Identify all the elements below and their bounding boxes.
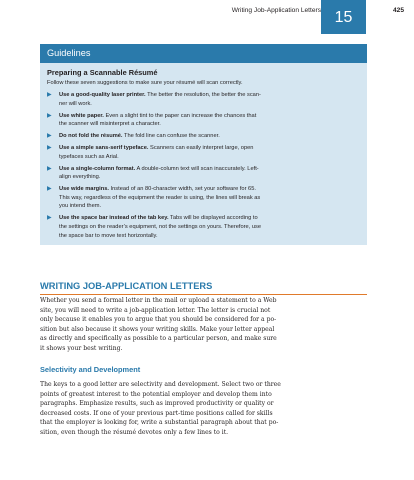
guideline-item-text: align everything. (59, 174, 101, 181)
guideline-item-lead: Use a good-quality laser printer. (59, 92, 146, 98)
paragraph-line: decreased costs. If one of your previous part-time positions called for skills (40, 409, 273, 417)
guideline-item-lead: Use white paper. (59, 112, 104, 119)
guideline-item-text: you intend them. (59, 203, 102, 210)
paragraph-line: Whether you send a formal letter in the mail or upload a statement to a Web (40, 297, 277, 304)
intro-paragraph (40, 296, 367, 353)
paragraph-line: points of greatest interest to the potential employer and develop them into (40, 390, 272, 398)
section-heading: WRITING JOB-APPLICATION LETTERS (40, 281, 213, 291)
guideline-item-text: The fold line can confuse the scanner. (122, 133, 220, 140)
guidelines-intro: Follow these seven suggestions to make sure your résumé will scan correctly. (47, 80, 243, 86)
guideline-item-lead: Use the space bar instead of the tab key. (59, 215, 169, 222)
bullet-arrow-icon: ▶ (47, 186, 52, 193)
guideline-item-lead: Do not fold the résumé. (59, 133, 123, 140)
guideline-item-text: Instead of an 80-character width, set your software for 65. (108, 186, 256, 193)
guideline-item-lead: Use a simple sans-serif typeface. (59, 145, 149, 152)
guidelines-box (40, 44, 367, 245)
paragraph-line: it shows your best writing. (40, 344, 123, 352)
bullet-arrow-icon: ▶ (47, 112, 52, 119)
guideline-item (47, 132, 359, 141)
running-head (0, 0, 414, 34)
guidelines-label: Guidelines (40, 44, 367, 63)
paragraph-line: sition but also because it shows your writing skills. Make your letter appeal (40, 325, 275, 333)
guidelines-title: Preparing a Scannable Résumé (47, 68, 158, 77)
paragraph-line: The keys to a good letter are selectivity and development. Select two or three (40, 381, 281, 388)
subsection-heading: Selectivity and Development (40, 365, 141, 374)
paragraph-line: only because it enables you to argue that you should be considered for a po- (40, 316, 277, 323)
bullet-arrow-icon: ▶ (47, 92, 52, 98)
bullet-arrow-icon: ▶ (47, 145, 52, 152)
chapter-number-tab: 15 (321, 0, 366, 34)
bullet-arrow-icon: ▶ (47, 133, 52, 140)
bullet-arrow-icon: ▶ (47, 165, 52, 172)
section-rule (40, 294, 367, 295)
guideline-item-text: A double-column text will scan inaccurately. Left- (135, 165, 259, 172)
guideline-item-text: This way, regardless of the equipment the reader is using, the lines will break as (59, 194, 261, 201)
guideline-item-lead: Use a single-column format. (59, 165, 136, 172)
guideline-item-text: typefaces such as Arial. (59, 153, 119, 160)
guideline-item-text: Even a slight tint to the paper can increase the chances that (103, 112, 257, 119)
guideline-item-text: Tabs will be displayed according to (168, 215, 258, 222)
guidelines-list (47, 91, 359, 244)
selectivity-paragraph (40, 380, 367, 437)
paragraph-line: that the employer is looking for, write a substantial paragraph about that po- (40, 419, 279, 426)
guideline-item-text: the space bar to move text horizontally. (59, 232, 158, 239)
guideline-item-text: ner will work. (59, 100, 92, 107)
guideline-item (47, 91, 359, 108)
guideline-item-lead: Use wide margins. (59, 186, 109, 193)
paragraph-line: sition, even though the résumé devotes only a few lines to it. (40, 428, 229, 436)
bullet-arrow-icon: ▶ (47, 215, 52, 222)
guideline-item-text: the scanner will misinterpret a character. (59, 121, 161, 128)
paragraph-line: paragraphs. Emphasize results, such as improved productivity or quality or (40, 400, 274, 407)
guideline-item-text: Scanners can easily interpret large, open (148, 145, 254, 152)
running-title: Writing Job-Application Letters (231, 7, 321, 14)
guideline-item (47, 165, 359, 182)
page-number: 425 (392, 7, 404, 14)
guideline-item (47, 144, 359, 161)
paragraph-line: site, you will need to write a job-application letter. The letter is crucial not (40, 306, 271, 314)
guideline-item (47, 112, 359, 129)
guideline-item-text: the settings on the reader’s equipment, not the settings on yours. Therefore, use (59, 224, 262, 231)
guideline-item (47, 214, 359, 240)
paragraph-line: as directly and specifically as possible to a particular person, and make sure (40, 335, 277, 342)
guideline-item (47, 185, 359, 211)
guideline-item-text: The better the resolution, the better the scan- (145, 92, 261, 98)
